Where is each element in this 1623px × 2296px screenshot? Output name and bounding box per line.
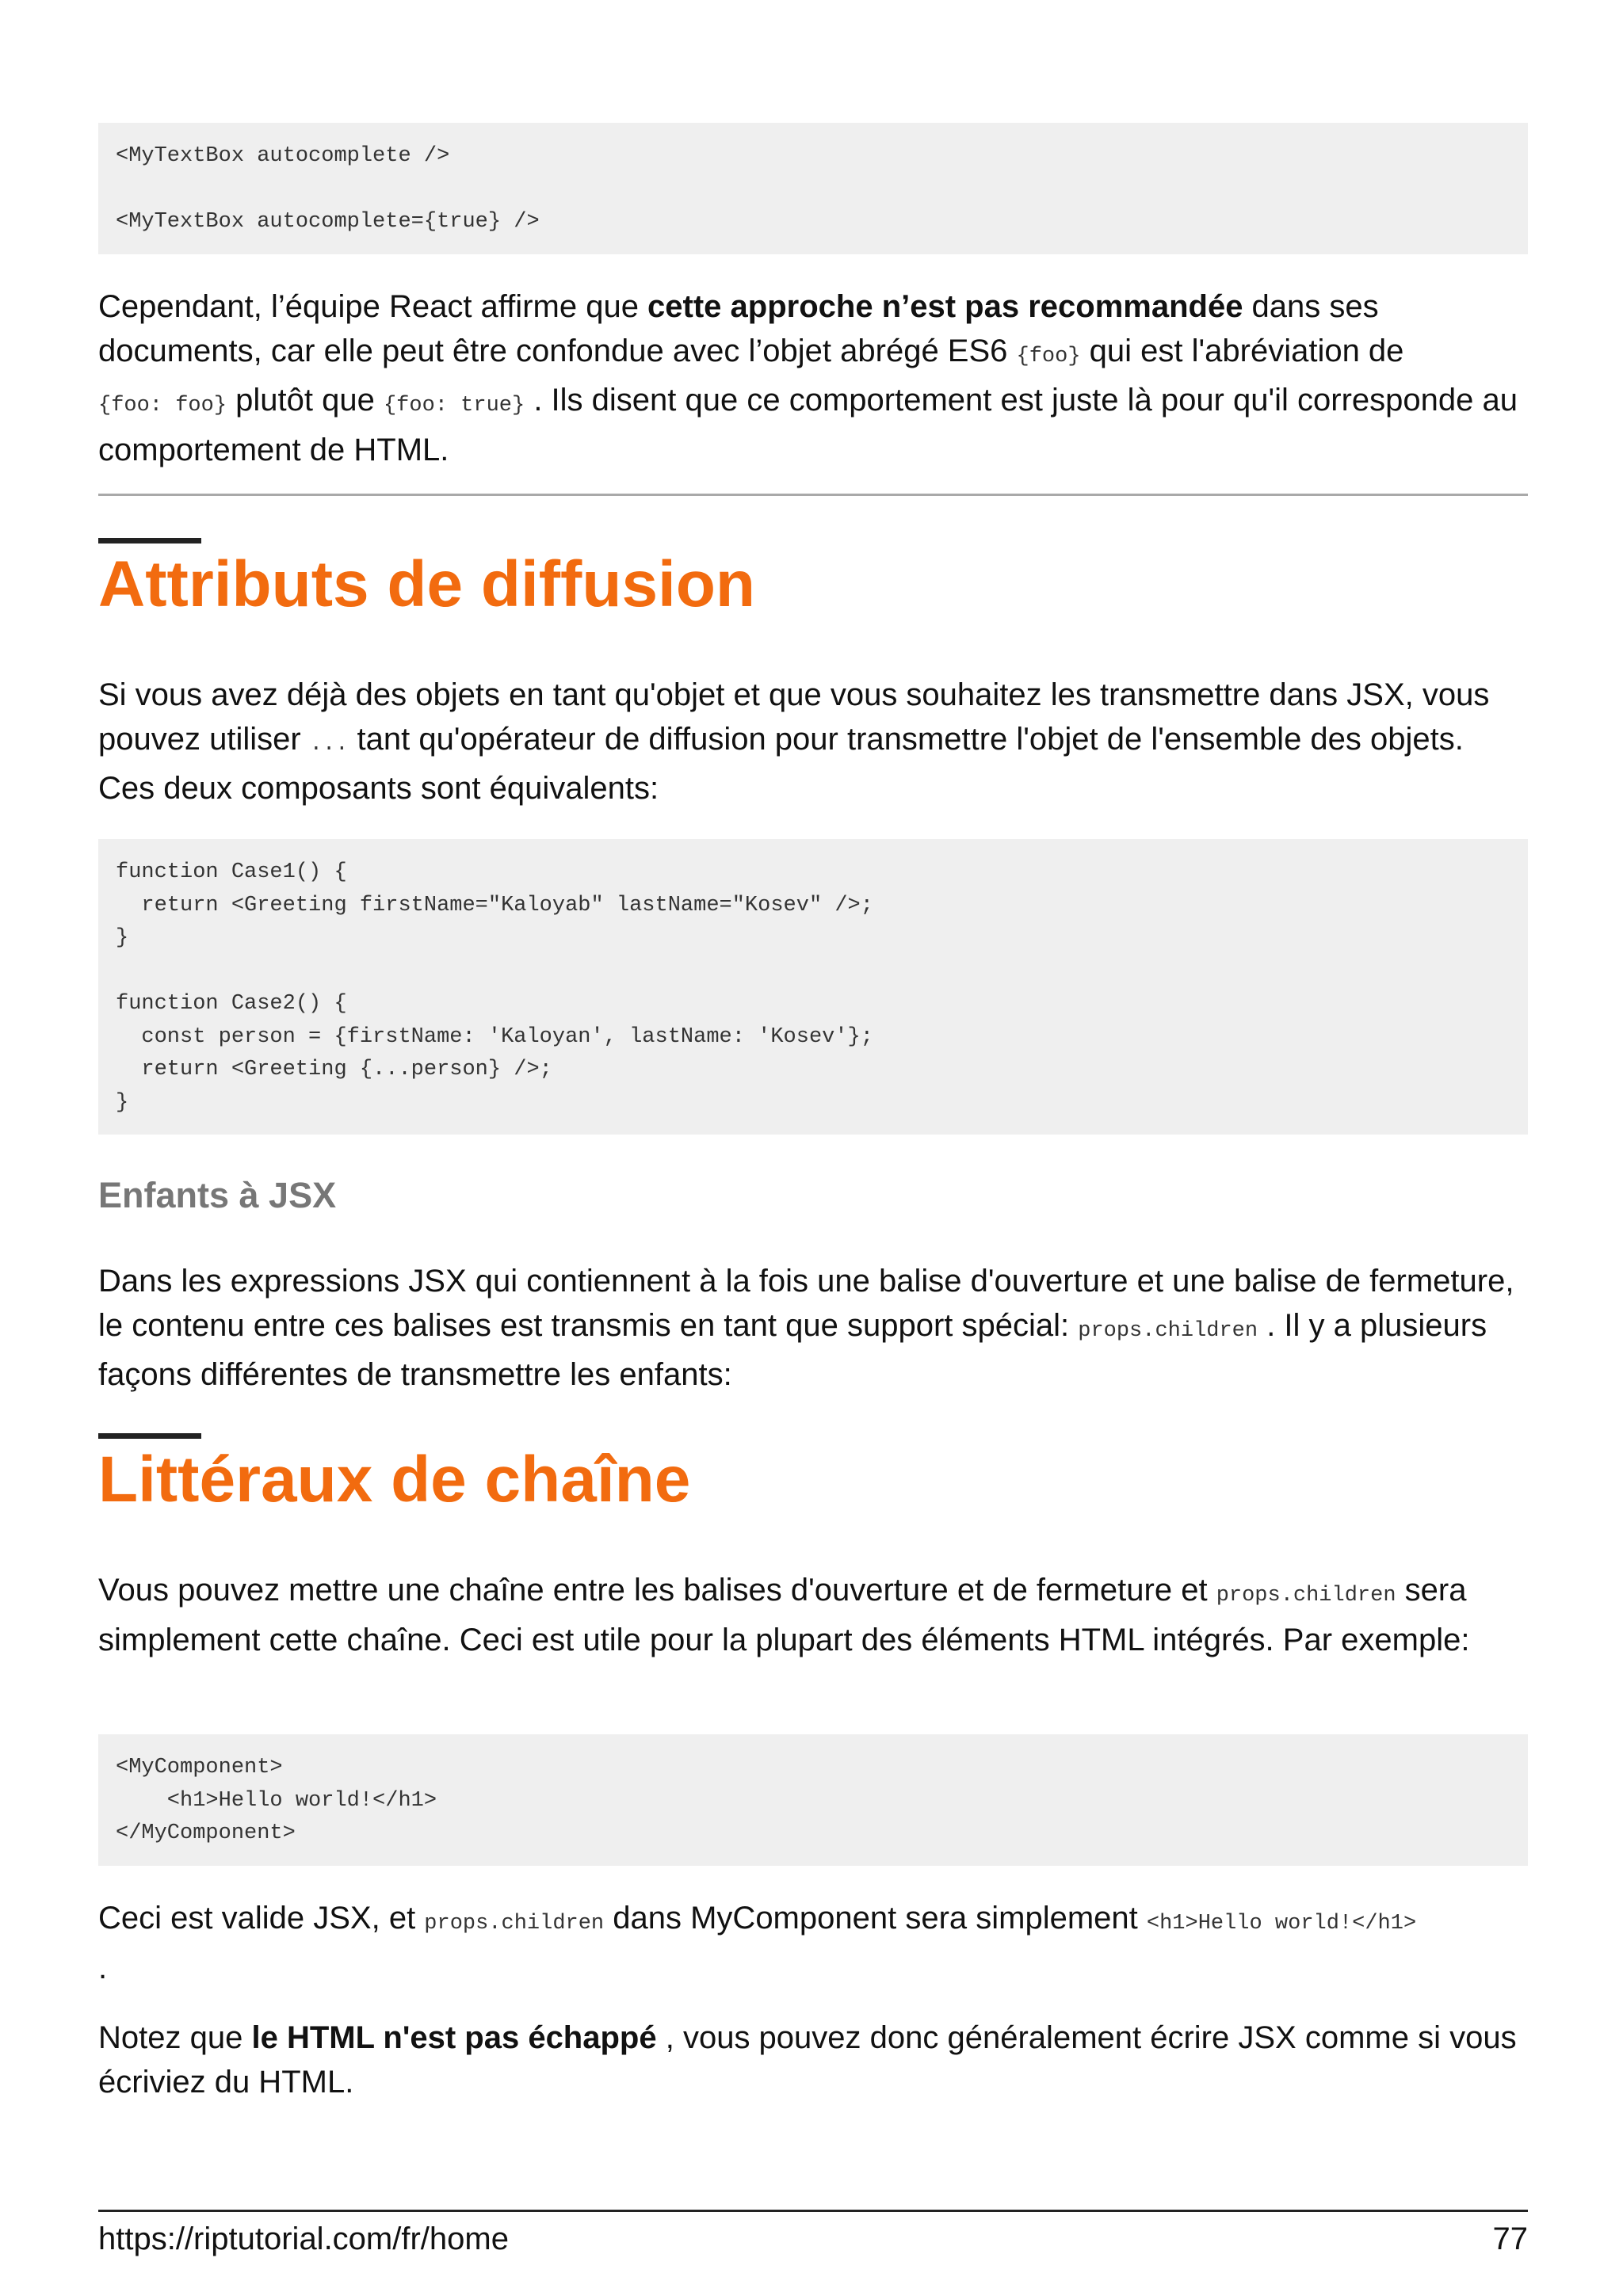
- inline-code: props.children: [424, 1912, 605, 1936]
- code-line: [116, 955, 1510, 989]
- text: tant qu'opérateur de diffusion pour transmettre l'objet de l'ensemble des objets. Ces deux composants sont équivalents:: [98, 721, 1464, 806]
- code-line: function Case1() {: [116, 860, 347, 884]
- text: .: [98, 1950, 108, 1985]
- inline-code: {foo}: [1016, 344, 1081, 368]
- inline-code: {foo: foo}: [98, 394, 227, 418]
- code-line: return <Greeting {...person} />;: [116, 1058, 552, 1081]
- bold-text: le HTML n'est pas échappé: [251, 2020, 657, 2055]
- footer-url: https://riptutorial.com/fr/home: [98, 2222, 509, 2256]
- code-block-spread: [98, 839, 1528, 1135]
- footer-rule: [98, 2210, 1528, 2212]
- bold-text: cette approche n’est pas recommandée: [647, 289, 1243, 324]
- text: Ceci est valide JSX, et: [98, 1901, 425, 1936]
- inline-code: ...: [309, 732, 349, 757]
- code-line: <MyTextBox autocomplete={true} />: [116, 210, 540, 234]
- code-line: </MyComponent>: [116, 1821, 296, 1845]
- code-line: <h1>Hello world!</h1>: [116, 1788, 437, 1813]
- horizontal-rule: [98, 494, 1528, 496]
- text: , vous pouvez donc généralement écrire JSX comme si vous écriviez du HTML.: [98, 2020, 1517, 2100]
- inline-code: <h1>Hello world!</h1>: [1146, 1912, 1417, 1936]
- text: . Il y a plusieurs façons différentes de transmettre les enfants:: [98, 1307, 1487, 1392]
- paragraph-children: [98, 1260, 1528, 1398]
- text: Vous pouvez mettre une chaîne entre les balises d'ouverture et de fermeture et: [98, 1573, 1216, 1608]
- heading-accent-bar: [98, 1433, 201, 1439]
- code-line: <MyTextBox autocomplete />: [116, 144, 450, 168]
- text: Cependant, l’équipe React affirme que: [98, 289, 648, 324]
- code-line: }: [116, 926, 129, 950]
- text: dans ses documents, car elle peut être confondue avec l’objet abrégé ES6: [98, 289, 1379, 368]
- paragraph-valid-jsx: [98, 1897, 1528, 1990]
- inline-code: {foo: true}: [383, 394, 525, 418]
- text: sera simplement cette chaîne. Ceci est utile pour la plupart des éléments HTML intégrés. Par exemple:: [98, 1573, 1470, 1657]
- code-line: [116, 174, 1510, 207]
- paragraph-spread: [98, 673, 1528, 811]
- text: . Ils disent que ce comportement est juste là pour qu'il corresponde au comportement de HTML.: [98, 383, 1518, 467]
- text: dans MyComponent sera simplement: [604, 1901, 1147, 1936]
- heading-spread-attributes: Attributs de diffusion: [98, 548, 756, 620]
- code-block-component: [98, 1734, 1528, 1866]
- code-line: <MyComponent>: [116, 1756, 283, 1779]
- text: qui est l'abréviation de: [1080, 333, 1404, 368]
- page-number: 77: [1492, 2222, 1528, 2256]
- heading-string-literals: Littéraux de chaîne: [98, 1444, 691, 1516]
- paragraph-not-escaped: [98, 2016, 1528, 2104]
- code-line: }: [116, 1090, 129, 1115]
- code-line: return <Greeting firstName="Kaloyab" lastName="Kosev" />;: [116, 893, 873, 917]
- code-line: function Case2() {: [116, 992, 347, 1016]
- code-block-autocomplete: [98, 123, 1528, 254]
- heading-children: Enfants à JSX: [98, 1175, 337, 1215]
- code-line: const person = {firstName: 'Kaloyan', lastName: 'Kosev'};: [116, 1024, 873, 1049]
- paragraph-string-literals: [98, 1569, 1528, 1662]
- paragraph-recommendation: [98, 285, 1528, 472]
- inline-code: props.children: [1078, 1318, 1258, 1343]
- text: plutôt que: [227, 383, 384, 418]
- text: Si vous avez déjà des objets en tant qu'objet et que vous souhaitez les transmettre dans JSX, vous pouvez utiliser: [98, 677, 1490, 757]
- heading-accent-bar: [98, 538, 201, 543]
- inline-code: props.children: [1216, 1584, 1396, 1608]
- text: Notez que: [98, 2020, 252, 2055]
- text: Dans les expressions JSX qui contiennent à la fois une balise d'ouverture et une balise de fermeture, le contenu entre ces balises est transmis en tant que support spécial:: [98, 1264, 1514, 1343]
